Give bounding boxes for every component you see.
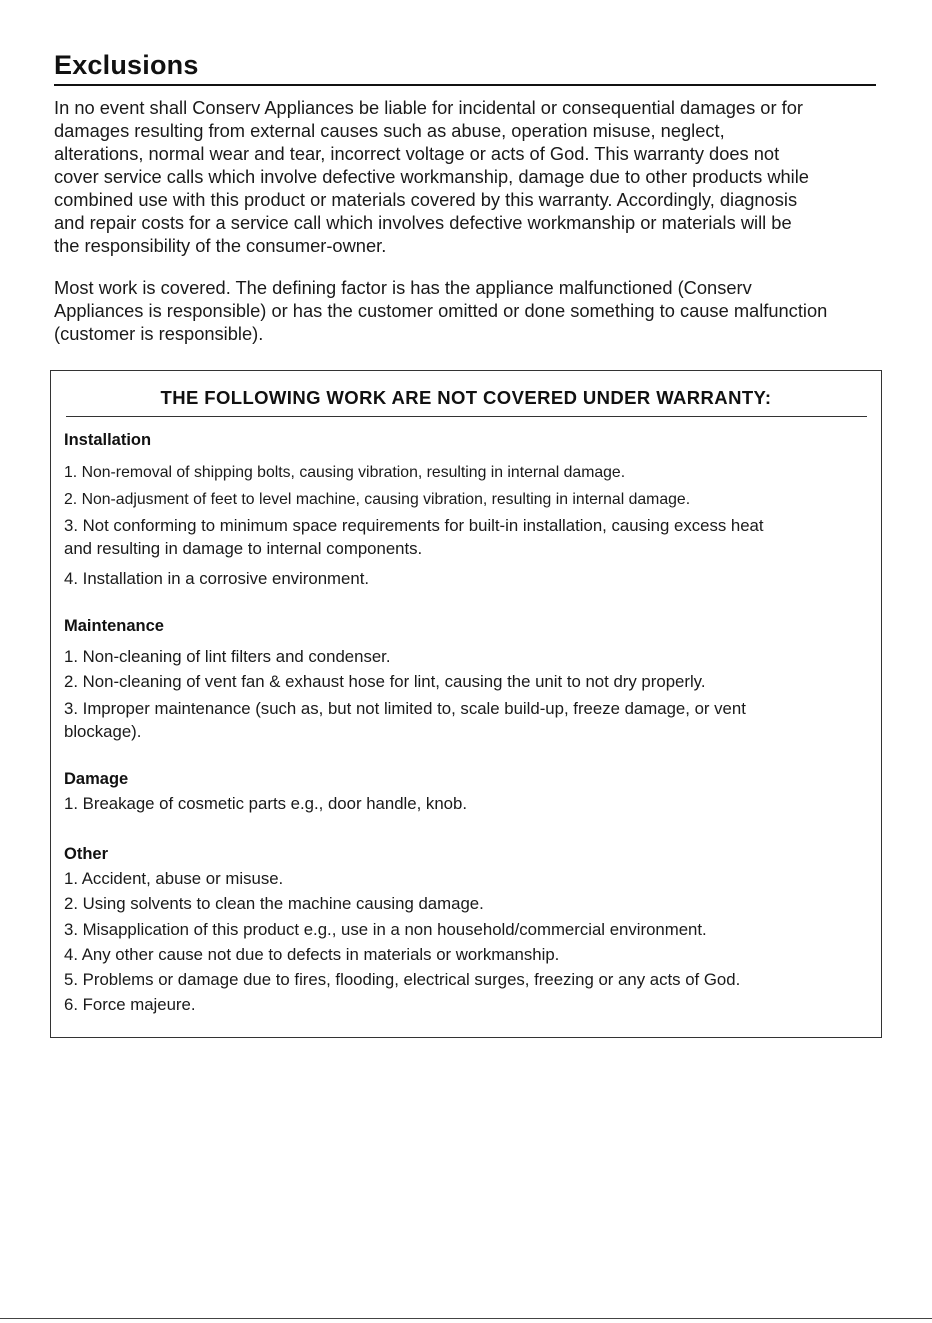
list-item: 5. Problems or damage due to fires, flooding, electrical surges, freezing or any acts of God. — [64, 970, 741, 989]
list-item: 3. Not conforming to minimum space requirements for built-in installation, causing excess heat and resulting in damage to internal components. — [64, 516, 764, 558]
title-underline — [54, 84, 876, 86]
section-title-maintenance: Maintenance — [64, 617, 164, 635]
section-title-damage: Damage — [64, 770, 129, 788]
list-item: 1. Breakage of cosmetic parts e.g., door handle, knob. — [64, 794, 467, 813]
list-item: 3. Misapplication of this product e.g., use in a non household/commercial environment. — [64, 920, 707, 939]
list-item: 4. Any other cause not due to defects in materials or workmanship. — [64, 945, 560, 964]
list-item: 2. Non-adjusment of feet to level machine, causing vibration, resulting in internal damage. — [64, 491, 691, 508]
exclusions-box — [50, 370, 882, 1038]
section-title-installation: Installation — [64, 431, 152, 449]
list-item: 1. Non-removal of shipping bolts, causing vibration, resulting in internal damage. — [64, 464, 626, 481]
list-item: 6. Force majeure. — [64, 995, 196, 1014]
box-heading: THE FOLLOWING WORK ARE NOT COVERED UNDER WARRANTY: — [160, 387, 772, 408]
list-item: 2. Non-cleaning of vent fan & exhaust hose for lint, causing the unit to not dry properly. — [64, 672, 706, 691]
liability-paragraph: In no event shall Conserv Appliances be liable for incidental or consequential damages or for damages resulting from external causes such as abuse, operation misuse, neglect, alterations, normal wear and tear, incorrect voltage or acts of God. This warranty does not cover service calls which involve defective workmanship, damage due to other products while combined use with this product or materials covered by this warranty. Accordingly, diagnosis and repair costs for a service call which involves defective workmanship or materials will be the responsibility of the consumer-owner. — [54, 97, 809, 256]
page-title: Exclusions — [54, 50, 199, 80]
section-title-other: Other — [64, 845, 109, 863]
page-bottom-rule — [0, 1318, 932, 1319]
list-item: 1. Accident, abuse or misuse. — [64, 869, 284, 888]
list-item: 4. Installation in a corrosive environment. — [64, 569, 370, 588]
list-item: 3. Improper maintenance (such as, but not limited to, scale build-up, freeze damage, or vent blockage). — [64, 699, 746, 741]
list-item: 1. Non-cleaning of lint filters and condenser. — [64, 647, 391, 666]
coverage-paragraph: Most work is covered. The defining factor is has the appliance malfunctioned (Conserv Appliances is responsible) or has the customer omitted or done something to cause malfunction (customer is responsible). — [54, 277, 828, 344]
box-heading-rule — [66, 416, 867, 417]
list-item: 2. Using solvents to clean the machine causing damage. — [64, 894, 484, 913]
